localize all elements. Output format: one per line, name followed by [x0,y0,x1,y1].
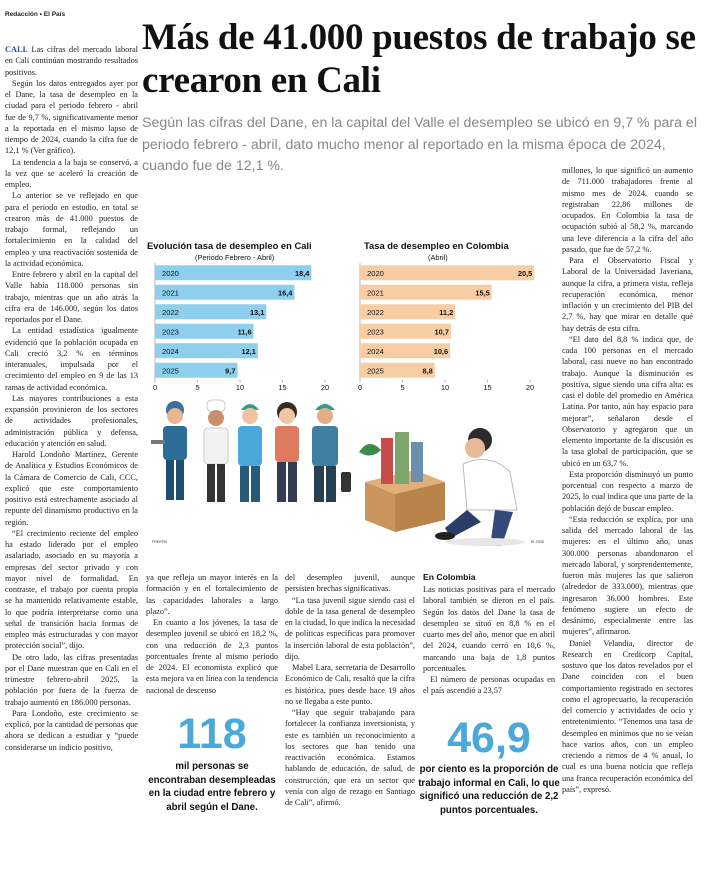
workers-illustration [145,382,555,548]
article-column-2 [146,572,278,695]
stat-box-informality [418,716,560,817]
chart-tick-label: 5 [195,383,200,392]
headline: Más de 41.000 puestos de trabajo se crearon en Cali [142,17,696,101]
colombia-chart-title: Tasa de desempleo en Colombia [364,240,509,251]
chart-category-label: 2020 [367,268,384,278]
article-column-5 [562,165,693,870]
chart-tick-label: 5 [400,383,405,392]
chart-tick-label: 0 [357,383,363,392]
dateline: CALI. [5,45,28,54]
colombia-chart-subtitle: (Abril) [428,253,448,262]
paragraph: La entidad estadística igualmente evidenció que la población ocupada en Cali creció 3,2 % en términos interanuales, impulsada por el crecimiento del empleo en 9 de las 13 ramas de actividad económica. [5,326,138,392]
illustration [145,382,555,548]
chart-tick-label: 20 [525,383,535,392]
chart-category-label: 2022 [162,307,179,317]
chart-tick-label: 0 [152,383,158,392]
paragraph: ya que refleja un mayor interés en la formación y en el fortalecimiento de las capacidades laborales a largo plazo”. [146,573,278,616]
paragraph: Las cifras del mercado laboral en Cali continúan mostrando resultados positivos. [5,45,138,77]
paragraph: Harold Londoño Martínez, Gerente de Analítica y Estudios Económicos de la Cámara de Comercio de Cali, CCC, explicó que este comportamiento positivo está estrechamente asociado al repunte del dinamismo productivo en la región. [5,450,138,527]
chart-bar [360,265,534,280]
sitting-man-graphic [435,428,525,546]
article-column-4 [423,572,555,712]
colombia-chart-svg [352,260,548,392]
paragraph: De otro lado, las cifras presentadas por el Dane muestran que en Cali en el trimestre febrero-abril 2025, la población por fuera de la fuerza de trabajo aumentó en 186.000 personas. [5,652,138,707]
paragraph: Las noticias positivas para el mercado laboral también se dieron en el país. Según los datos del Dane la tasa de desempleo se situó en 8,8 % en el cuarto mes del año, menor que en abril del 2024, cuando cerró en 10,6 %, marcando una baja de 1,8 puntos porcentuales. [423,585,555,673]
stat-number: 46,9 [447,714,531,762]
stat-number: 118 [177,710,247,758]
paragraph: Mabel Lara, secretaria de Desarrollo Económico de Cali, resaltó que la cifra es histórica, pues desde hace 19 años no se llegaba a este punto. [285,663,415,706]
stat-box-unemployed [146,712,278,814]
chart-category-label: 2024 [162,346,179,356]
paragraph: “Esta reducción se explica, por una salida del mercado laboral de las mujeres: en el último año, unas 300.000 personas abandonaron el mercado laboral, y sorprendentemente, fueron más mujeres las que salieron (alrededor de 333.000), mientras que ingresaron 36.000 hombres. Este fenómeno sugiere un efecto de desánimo, especialmente entre las mujeres”, afirmaron. [562,514,693,637]
paragraph: “El crecimiento reciente del empleo ha estado liderado por el empleo asalariado, asociado en su mayoría a empresas del sector privado y con mayor nivel de formalidad. En contraste, el trabajo por cuenta propia se ha mantenido relativamente estable, lo que podría interpretarse como una señal de transición hacia formas de empleo más estructuradas y con mayor protección social”, dijo. [5,528,138,651]
box-and-books-graphic [359,432,445,532]
workers-group-graphic [151,400,351,502]
paragraph: El número de personas ocupadas en el país ascendió a 23,57 [423,675,555,696]
cali-chart [147,240,343,392]
byline: Redacción • El País [5,11,66,18]
chart-category-label: 2023 [162,327,179,337]
cali-chart-subtitle: (Periodo Febrero - Abril) [195,253,275,262]
chart-value-label: 20,5 [517,268,533,278]
paragraph: La tendencia a la baja se conservó, a la vez que se aceleró la creación de empleo. [5,157,138,189]
chart-value-label: 10,6 [433,346,449,356]
paragraph: “Hay que seguir trabajando para fortalecer la confianza inversionista, y este es también un reconocimiento a los sectores que han tenido una reactivación económica. Estamos hablando de educación, de salud, de construcción, que era un sector que venía con algo de rezago en Santiago de Cali”, afirmó. [285,708,415,807]
paragraph: Para el Observatorio Fiscal y Laboral de la Universidad Javeriana, aunque la cifra, a primera vista, refleja recuperación económica, menor inflación y un crecimiento del PIB del 2,7 %, hay que mirar en detalle qué hay detrás de esta cifra. [562,256,693,333]
chart-value-label: 12,1 [241,346,256,356]
cali-chart-title: Evolución tasa de desempleo en Cali [147,240,312,251]
chart-tick-label: 15 [483,383,492,392]
article-column-1 [5,44,138,866]
chart-tick-label: 10 [440,383,450,392]
chart-value-label: 16,4 [278,288,293,298]
chart-tick-label: 10 [235,383,245,392]
illustration-credit-left: FREEPIK [152,540,168,544]
chart-category-label: 2025 [367,366,384,376]
chart-value-label: 11,6 [237,327,252,337]
paragraph: millones, lo que significó un aumento de 711.000 trabajadores frente al mismo mes de 2024, cuando se registraban 22,86 millones de ocupados. En Colombia la tasa de ocupación subió al 58,2 %, marcando una leve diferencia a la cifra del año pasado, que fue de 57,2 %. [562,166,693,254]
paragraph: Según los datos entregados ayer por el Dane, la tasa de desempleo en la ciudad para el periodo febrero - abril fue de 9,7 %, significativamente menor a la reportada en el mismo lapso de tiempo de 2024, cuando la cifra fue de 12,1 % (Ver gráfico). [5,78,138,156]
chart-value-label: 18,4 [295,268,310,278]
chart-category-label: 2021 [162,288,179,298]
chart-category-label: 2025 [162,366,179,376]
paragraph: Daniel Velandia, director de Research en Credicorp Capital, sostuvo que los datos revelados por el Dane coinciden con el buen comportamiento registrado en sectores como el agropecuario, la recuperación del comercio y actividades de ocio y entretenimiento. “Tenemos una tasa de desempleo en mínimos que no se veían hace varios años, con un empleo creciendo a ritmos de 4 % anual, lo cual es una buena noticia que refleja una franca recuperación económica del país”, expresó. [562,638,693,794]
paragraph: En cuanto a los jóvenes, la tasa de desempleo juvenil se ubicó en 18,2 %, con una reducción de 2,3 puntos porcentuales frente al mismo periodo de 2024. El economista explicó que esta mejora va en línea con la tendencia nacional de descenso [146,618,278,695]
chart-category-label: 2021 [367,288,384,298]
article-column-3 [285,572,415,872]
chart-value-label: 15,5 [475,288,490,298]
section-subhead: En Colombia [423,572,476,582]
paragraph: Para Londoño, este crecimiento se explicó, por la cantidad de personas que ahora se dedican a estudiar y “puede considerarse un indicio positivo, [5,708,138,752]
chart-category-label: 2020 [162,268,179,278]
paragraph: Entre febrero y abril en la capital del Valle había 118.000 personas sin trabajo, mientras que un año atrás la cifra era de 146.000, según los datos reportados por el Dane. [5,270,138,324]
paragraph: “El dato del 8,8 % indica que, de cada 100 personas en el mercado laboral, casi nueve no han encontrado trabajo. Aunque la disminución es positiva, sigue siendo una cifra alta: es casi el doble del promedio en América Latina. Por tanto, aún hay espacio para mejorar”, señalaron desde el Observatorio y agregaron que un elemento importante de la discusión es la tasa global de participación, que se ubicó en un 63,7 %. [562,334,693,468]
paragraph: del desempleo juvenil, aunque persisten brechas significativas. [285,573,415,594]
deck: Según las cifras del Dane, en la capital del Valle el desempleo se ubicó en 9,7 % para el periodo febrero - abril, dato mucho menor al reportado en la misma época de 2024, cuando fue de 12,1 %. [142,115,697,174]
chart-tick-label: 20 [320,383,330,392]
paragraph: “La tasa juvenil sigue siendo casi el doble de la tasa general de desempleo en la ciudad, lo que indica la necesidad de políticas específicas para promover la inserción laboral de esta población”, dijo. [285,595,415,661]
chart-value-label: 9,7 [225,366,236,376]
paragraph: Esta proporción disminuyó un punto porcentual con respecto a marzo de 2025, lo cual indica que una parte de la población dejó de buscar empleo. [562,469,693,513]
chart-category-label: 2024 [367,346,384,356]
stat-caption: mil personas se encontraban desempleadas en la ciudad entre febrero y abril según el Dane. [148,761,276,813]
chart-value-label: 10,7 [434,327,449,337]
stat-caption: por ciento es la proporción de trabajo informal en Cali, lo que significó una reducción de 2,2 puntos porcentuales. [418,764,560,816]
chart-category-label: 2023 [367,327,384,337]
colombia-chart [352,240,548,392]
chart-value-label: 8,8 [422,366,433,376]
chart-value-label: 13,1 [249,307,265,317]
paragraph: Las mayores contribuciones a esta expansión provinieron de los sectores de actividades profesionales, administración pública y defensa, educación y atención en salud. [5,393,138,448]
paragraph: Lo anterior se ve reflejado en que para el periodo en estudio, en total se crearon más de 41.000 puestos de trabajo formal, reflejando un fortalecimiento en la calidad del empleo y una reactivación sostenida de la actividad económica. [5,191,138,268]
cali-chart-svg [147,260,343,392]
illustration-credit-right: EL PAÍS [531,540,545,544]
chart-tick-label: 15 [278,383,287,392]
chart-value-label: 11,2 [439,307,454,317]
chart-category-label: 2022 [367,307,384,317]
